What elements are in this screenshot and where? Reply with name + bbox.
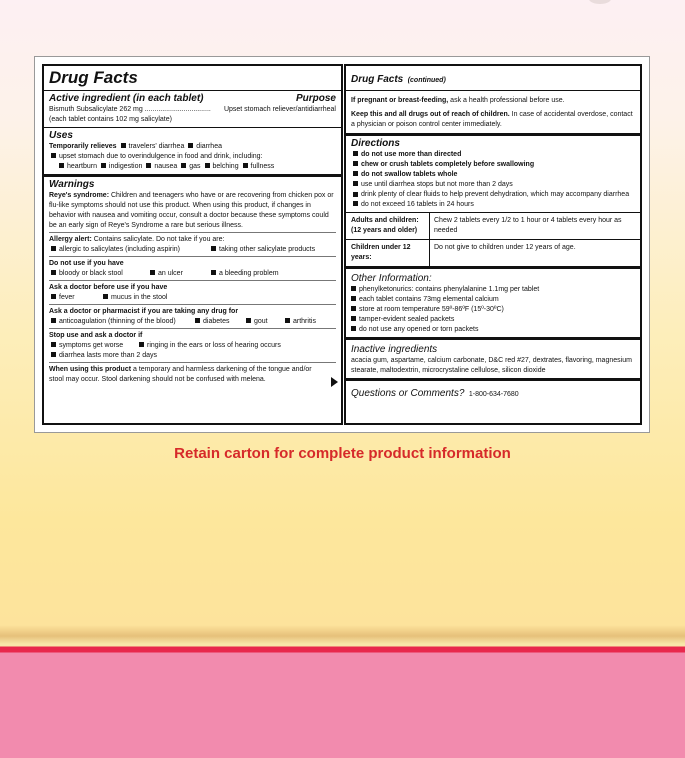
ask-pharmacist-item: arthritis (293, 318, 316, 325)
bullet-icon (351, 316, 356, 321)
drug-facts-panel-left (42, 64, 343, 425)
continue-arrow-icon (331, 377, 338, 387)
decorative-corner-mark (589, 0, 611, 4)
warnings-section (44, 177, 341, 391)
direction-item: chew or crush tablets completely before swallowing (361, 161, 535, 168)
bullet-icon (139, 342, 144, 347)
pregnancy-label: If pregnant or breast-feeding, (351, 97, 449, 104)
bullet-icon (351, 296, 356, 301)
allergy-label: Allergy alert: (49, 236, 92, 243)
drug-facts-title: Drug Facts (49, 68, 138, 87)
bullet-icon (246, 318, 251, 323)
bullet-icon (181, 163, 186, 168)
uses-subitem: heartburn (67, 163, 97, 170)
other-info-item: do not use any opened or torn packets (359, 326, 479, 333)
active-ingredient-purpose: Upset stomach reliever/antidiarrheal (223, 106, 336, 113)
ask-doctor (49, 283, 336, 305)
active-ingredient-name: Bismuth Subsalicylate 262 mg .................................. (49, 106, 211, 113)
allergy-alert (49, 235, 336, 257)
uses-heading: Uses (49, 130, 73, 141)
uses-subitem: indigestion (108, 163, 143, 170)
active-ingredient-heading: Active ingredient (in each tablet) (49, 93, 204, 104)
bullet-icon (211, 246, 216, 251)
inactive-ingredients-text: acacia gum, aspartame, calcium carbonate, D&C red #27, dextrates, flavoring, magnesium stearate, maltodextrin, microcrystaline cellulose, silicon dioxide (351, 357, 632, 374)
when-using-label: When using this product (49, 366, 132, 373)
stop-use-item: symptoms get worse (59, 342, 124, 349)
bullet-icon (59, 163, 64, 168)
bullet-icon (351, 326, 356, 331)
warnings-heading: Warnings (49, 179, 95, 190)
bullet-icon (51, 153, 56, 158)
uses-subitem: gas (189, 163, 201, 170)
bullet-icon (51, 270, 56, 275)
continued-title-section (346, 66, 640, 91)
bullet-icon (351, 286, 356, 291)
retain-carton-notice: Retain carton for complete product information (174, 445, 511, 462)
continued-label: (continued) (407, 77, 446, 84)
ask-pharmacist-label: Ask a doctor or pharmacist if you are taking any drug for (49, 308, 239, 315)
uses-relieves-label: Temporarily relieves (49, 143, 117, 150)
bullet-icon (146, 163, 151, 168)
ask-doctor-item: fever (59, 294, 75, 301)
directions-heading: Directions (351, 138, 400, 149)
uses-subitem: belching (212, 163, 239, 170)
questions-heading: Questions or Comments? (351, 388, 465, 399)
questions-section (346, 381, 640, 403)
other-info-item: tamper-evident sealed packets (359, 316, 455, 323)
title-section (44, 66, 341, 91)
do-not-use-item: an ulcer (158, 270, 183, 277)
bullet-icon (51, 342, 56, 347)
bullet-icon (353, 151, 358, 156)
uses-item: upset stomach due to overindulgence in food and drink, including: (59, 153, 263, 160)
bullet-icon (353, 171, 358, 176)
ask-pharmacist (49, 307, 336, 329)
bullet-icon (51, 246, 56, 251)
other-information-section (346, 269, 640, 340)
allergy-text: Contains salicylate. Do not take if you are: (91, 236, 225, 243)
bullet-icon (103, 294, 108, 299)
bullet-icon (51, 352, 56, 357)
other-information-heading: Other Information: (351, 273, 432, 284)
drug-facts-panel-right (344, 64, 642, 425)
adults-label: Adults and children: (12 years and older) (346, 213, 430, 239)
ask-pharmacist-item: gout (254, 318, 268, 325)
questions-phone: 1-800-634-7680 (468, 391, 519, 398)
other-info-item: store at room temperature 59º-86ºF (15º-30ºC) (359, 306, 504, 313)
stop-use-item: ringing in the ears or loss of hearing occurs (147, 342, 281, 349)
other-info-item: phenylketonurics: contains phenylalanine 1.1mg per tablet (359, 286, 540, 293)
uses-item: travelers' diarrhea (128, 143, 185, 150)
adults-dosage: Chew 2 tablets every 1/2 to 1 hour or 4 tablets every hour as needed (434, 217, 622, 234)
do-not-use (49, 259, 336, 281)
ask-pharmacist-item: anticoagulation (thinning of the blood) (59, 318, 176, 325)
dosage-row-children (346, 239, 640, 266)
reyes-label: Reye's syndrome: (49, 192, 110, 199)
children-label: Children under 12 years: (346, 240, 430, 266)
uses-section (44, 128, 341, 177)
when-using (49, 365, 336, 385)
bullet-icon (51, 318, 56, 323)
pregnancy-text: ask a health professional before use. (448, 97, 565, 104)
bullet-icon (101, 163, 106, 168)
pregnancy-section (346, 91, 640, 136)
allergy-item: allergic to salicylates (including aspirin) (59, 246, 180, 253)
bullet-icon (353, 192, 358, 197)
bullet-icon (205, 163, 210, 168)
bullet-icon (351, 306, 356, 311)
keep-away-label: Keep this and all drugs out of reach of children. (351, 111, 510, 118)
direction-item: do not exceed 16 tablets in 24 hours (361, 201, 474, 208)
bullet-icon (121, 143, 126, 148)
stop-use-label: Stop use and ask a doctor if (49, 332, 143, 339)
directions-section (346, 136, 640, 269)
do-not-use-item: bloody or black stool (59, 270, 123, 277)
bullet-icon (150, 270, 155, 275)
other-info-item: each tablet contains 73mg elemental calcium (359, 296, 499, 303)
bullet-icon (243, 163, 248, 168)
direction-item: do not use more than directed (361, 151, 462, 158)
inactive-ingredients-section (346, 340, 640, 381)
uses-subitem: fullness (250, 163, 275, 170)
when-using-text: a temporary and harmless darkening of the tongue and/or stool may occur. Stool darkening should not be confused with melena. (49, 366, 312, 383)
bullet-icon (353, 161, 358, 166)
dosage-row-adults (346, 212, 640, 239)
do-not-use-item: a bleeding problem (219, 270, 279, 277)
children-dosage: Do not give to children under 12 years of age. (434, 244, 576, 251)
bullet-icon (285, 318, 290, 323)
active-ingredient-note: (each tablet contains 102 mg salicylate) (49, 116, 172, 123)
direction-item: use until diarrhea stops but not more than 2 days (361, 181, 513, 188)
uses-subitem: nausea (154, 163, 178, 170)
bullet-icon (353, 181, 358, 186)
bullet-icon (188, 143, 193, 148)
do-not-use-label: Do not use if you have (49, 260, 124, 267)
direction-item: drink plenty of clear fluids to help prevent dehydration, which may accompany diarrhea (361, 191, 630, 198)
bullet-icon (353, 201, 358, 206)
ask-doctor-label: Ask a doctor before use if you have (49, 284, 168, 291)
inactive-ingredients-heading: Inactive ingredients (351, 344, 438, 355)
purpose-heading: Purpose (295, 93, 336, 104)
allergy-item: taking other salicylate products (219, 246, 316, 253)
uses-item: diarrhea (196, 143, 222, 150)
drug-facts-continued-title: Drug Facts (351, 74, 404, 85)
direction-item: do not swallow tablets whole (361, 171, 458, 178)
keep-away-text: In case of accidental overdose, contact a physician or poison control center immediately. (351, 111, 633, 128)
stop-use (49, 331, 336, 363)
bullet-icon (195, 318, 200, 323)
bullet-icon (211, 270, 216, 275)
stop-use-item: diarrhea lasts more than 2 days (59, 352, 158, 359)
bullet-icon (51, 294, 56, 299)
ask-pharmacist-item: diabetes (203, 318, 230, 325)
ask-doctor-item: mucus in the stool (111, 294, 168, 301)
reyes-text: Children and teenagers who have or are recovering from chicken pox or flu-like symptoms should not use this product. When using this product, if changes in behavior with nausea and vomiting occur, consult a doctor because these symptoms could be an early sign of Reye's Syndrome a rare but serious illness. (49, 192, 334, 229)
active-ingredient-section (44, 91, 341, 128)
reyes-warning (49, 191, 336, 233)
